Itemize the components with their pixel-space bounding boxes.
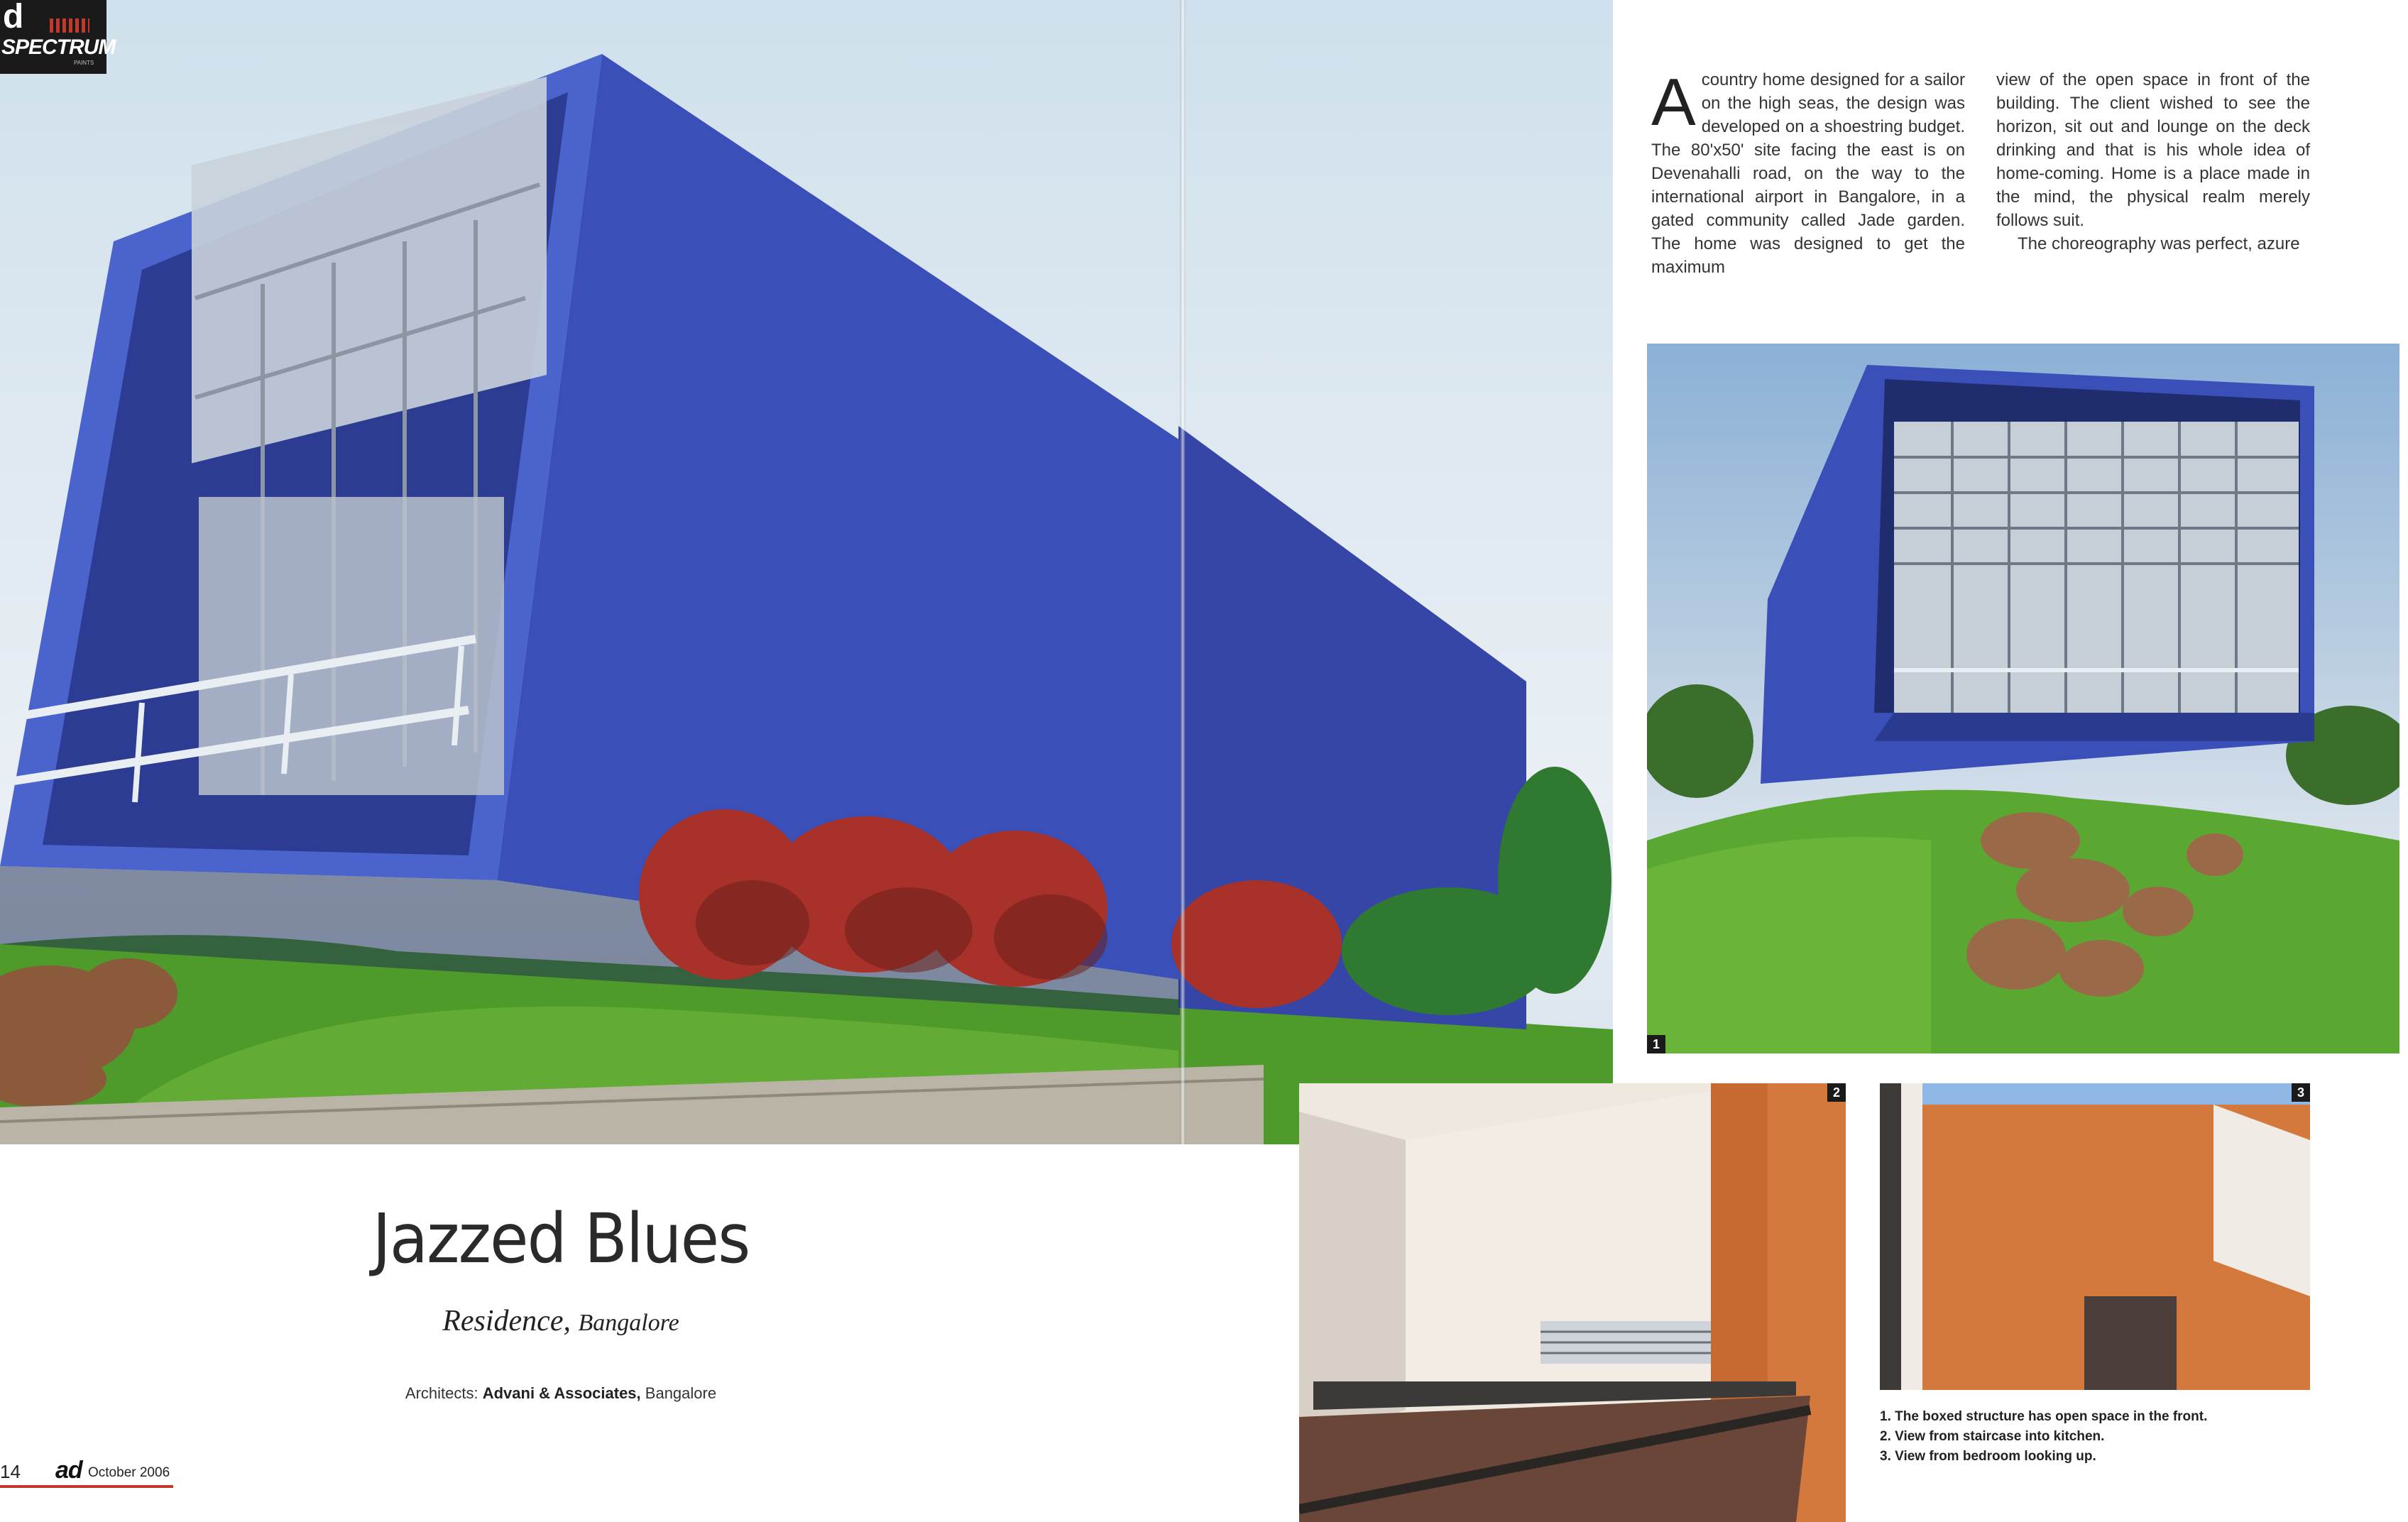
page-gutter bbox=[1180, 0, 1186, 1144]
article-paragraph: The choreography was perfect, azure bbox=[2018, 234, 2300, 253]
logo-wordmark: SPECTRUM bbox=[1, 35, 116, 59]
article-paragraph: view of the open space in front of the building. The client wished to see the horizon, sit out and lounge on the deck drinking and that is his whole idea of home-coming. Home is a place made in the mind, the physical realm merely follows suit. bbox=[1996, 70, 2310, 230]
article-paragraph: country home designed for a sailor on the high seas, the design was developed on a shoestring budget. The 80'x50' site facing the east is on Devenahalli road, on the way to the international airport in Bangalore, in a gated community called Jade garden. The home was designed to get the maximum bbox=[1651, 70, 1965, 277]
article-column-1 bbox=[1651, 65, 1965, 279]
issue-date: October 2006 bbox=[88, 1465, 170, 1480]
subtitle-city: Bangalore bbox=[578, 1310, 679, 1336]
logo-tagline: PAINTS bbox=[74, 60, 94, 66]
photo-exterior bbox=[1647, 344, 2399, 1053]
photo-kitchen-illustration bbox=[1299, 1083, 1846, 1522]
article-column-2 bbox=[1996, 68, 2310, 256]
photo-bedroom-illustration bbox=[1880, 1083, 2310, 1390]
page-number: 14 bbox=[0, 1461, 21, 1482]
credits-city: Bangalore bbox=[645, 1384, 717, 1402]
caption-line: 1. The boxed structure has open space in the front. bbox=[1880, 1409, 2208, 1424]
photo-exterior-illustration bbox=[1647, 344, 2399, 1053]
subtitle-main: Residence, bbox=[442, 1305, 571, 1337]
drop-cap: A bbox=[1651, 65, 1696, 139]
magazine-logo: ad bbox=[55, 1457, 82, 1484]
credits-firm: Advani & Associates, bbox=[482, 1384, 641, 1402]
photo-captions bbox=[1880, 1407, 2320, 1467]
footer-rule bbox=[0, 1485, 173, 1488]
caption-line: 3. View from bedroom looking up. bbox=[1880, 1449, 2096, 1464]
photo-bedroom-up bbox=[1880, 1083, 2310, 1390]
logo-bars-icon bbox=[50, 18, 89, 33]
caption-line: 2. View from staircase into kitchen. bbox=[1880, 1429, 2105, 1444]
architect-credits bbox=[334, 1383, 788, 1404]
logo-letter: d bbox=[3, 0, 24, 35]
article-title: Jazzed Blues bbox=[372, 1199, 750, 1279]
spectrum-logo bbox=[0, 0, 116, 74]
photo-number-1: 1 bbox=[1647, 1035, 1665, 1053]
photo-kitchen bbox=[1299, 1083, 1846, 1522]
photo-number-3: 3 bbox=[2292, 1083, 2310, 1102]
photo-number-2: 2 bbox=[1827, 1083, 1846, 1102]
article-subtitle bbox=[398, 1303, 724, 1341]
credits-label: Architects: bbox=[405, 1384, 478, 1402]
